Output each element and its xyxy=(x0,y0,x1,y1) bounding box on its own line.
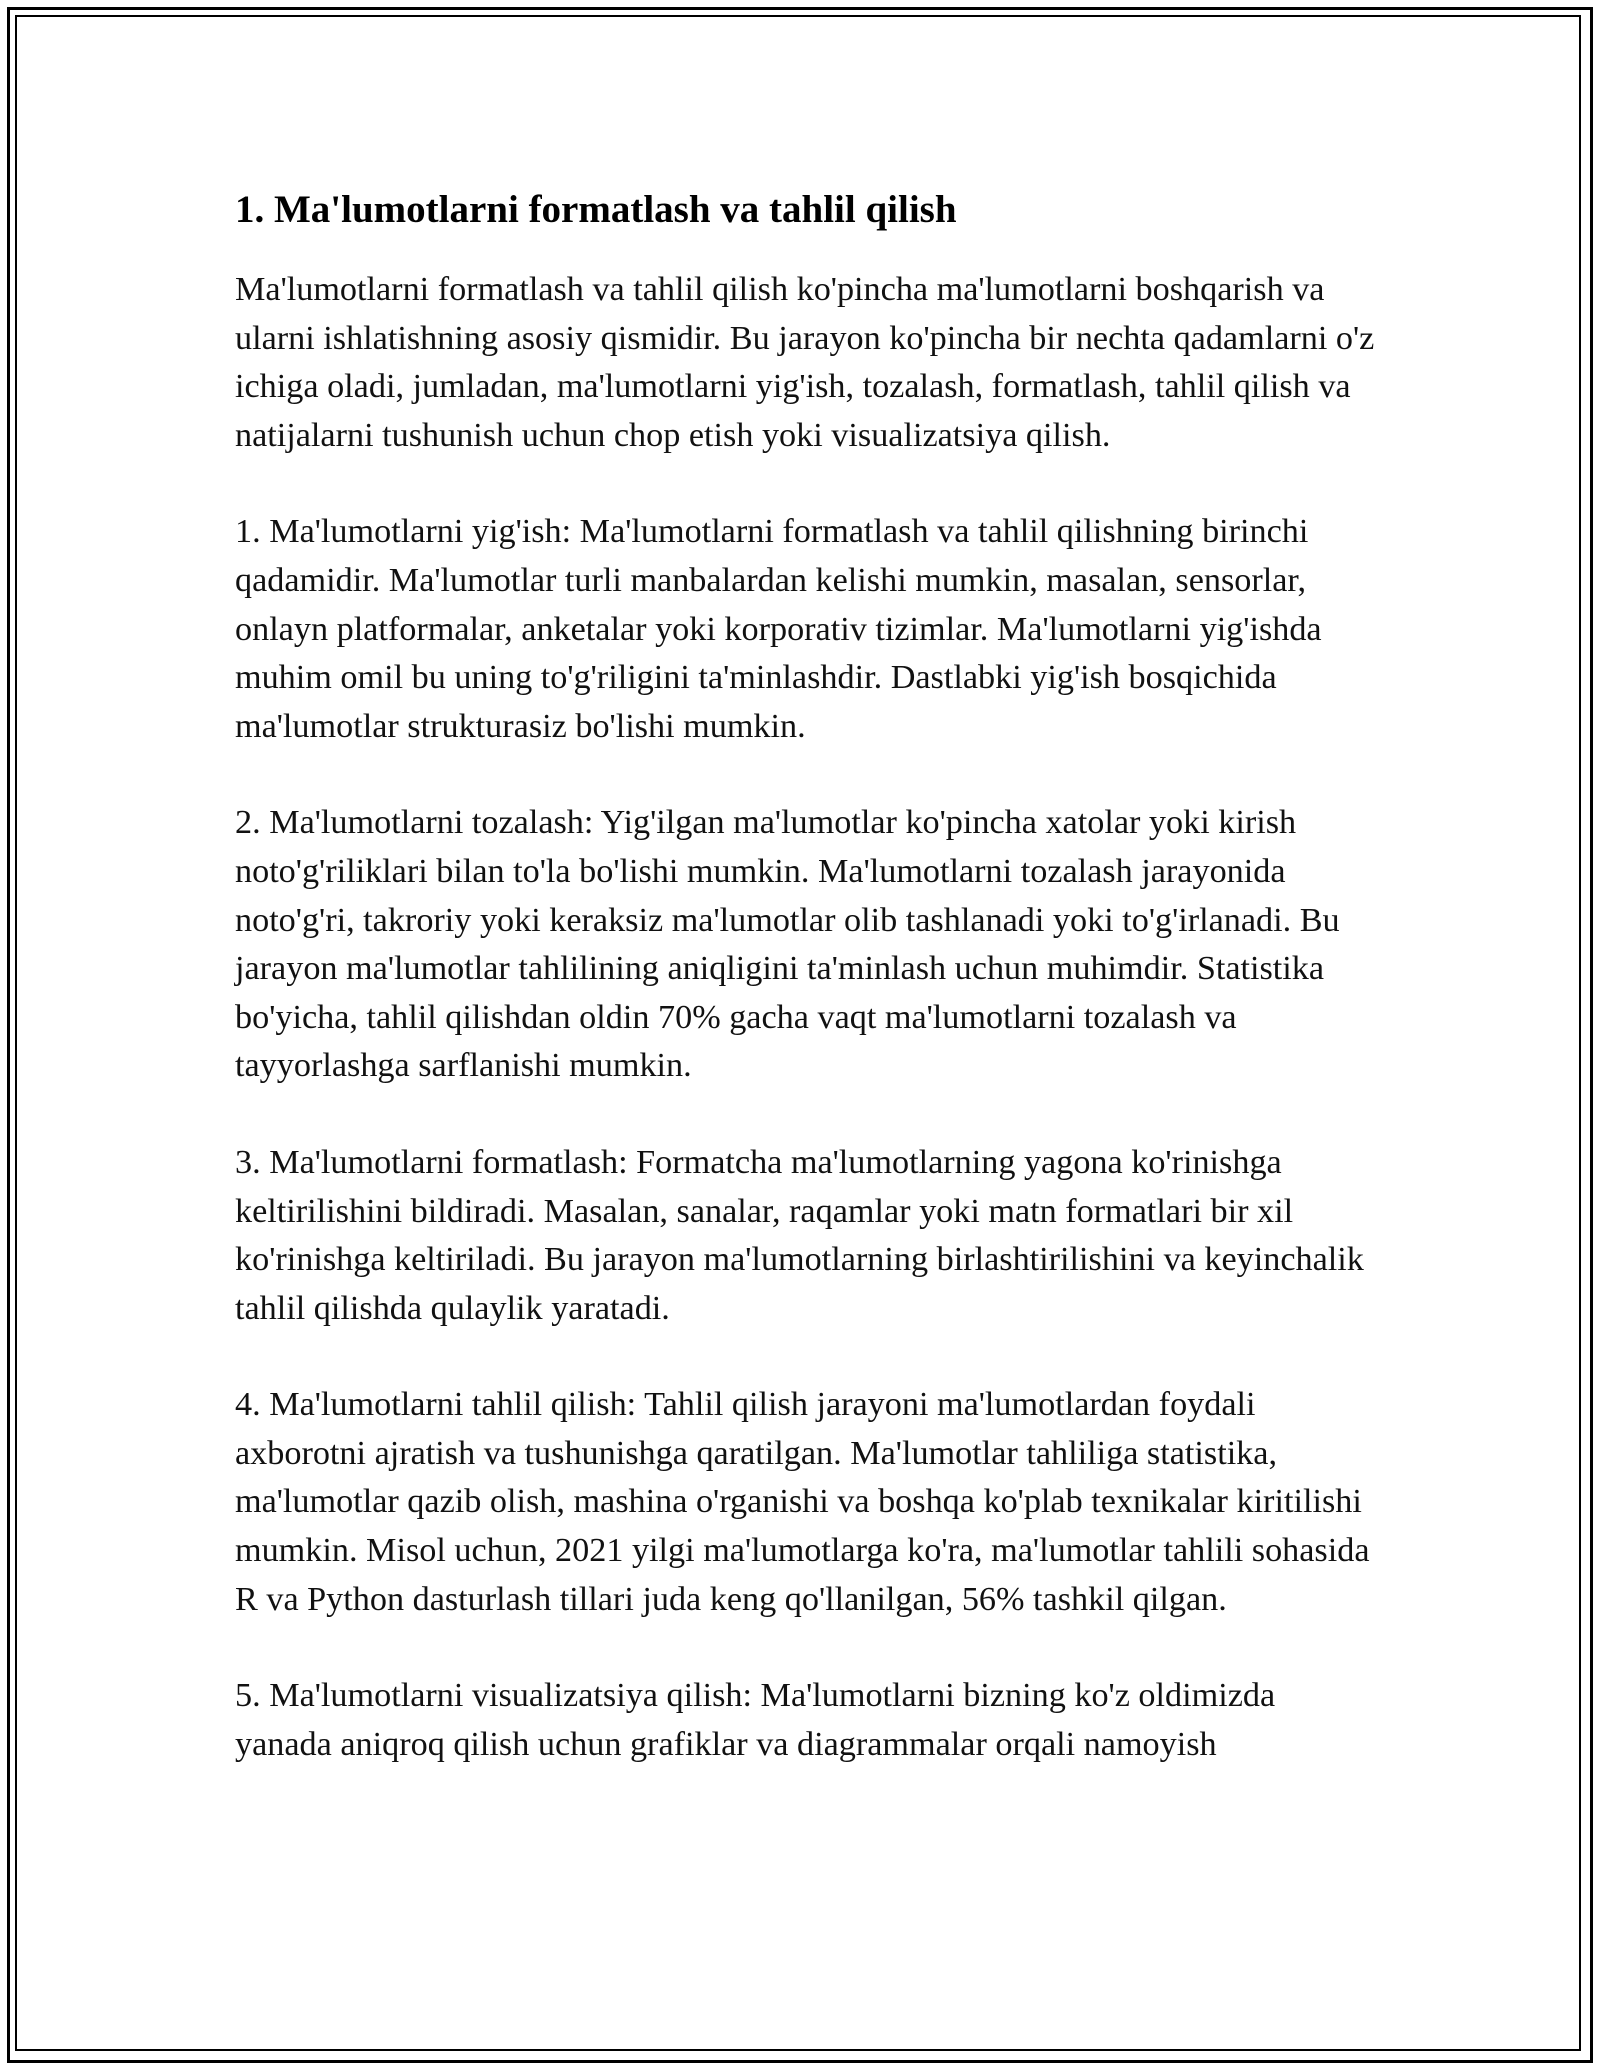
document-title: 1. Ma'lumotlarni formatlash va tahlil qilish xyxy=(235,188,957,231)
section-data-cleaning: 2. Ma'lumotlarni tozalash: Yig'ilgan ma'lumotlar ko'pincha xatolar yoki kirish noto'g'riliklari bilan to'la bo'lishi mumkin. Ma'lumotlarni tozalash jarayonida noto'g'ri, takroriy yoki keraksiz ma'lumotlar olib tashlanadi yoki to'g'irlanadi. Bu jarayon ma'lumotlar tahlilining aniqligini ta'minlash uchun muhimdir. Statistika bo'yicha, tahlil qilishdan oldin 70% gacha vaqt ma'lumotlarni tozalash va tayyorlashga sarflanishi mumkin. xyxy=(235,804,1340,1085)
section-data-visualization: 5. Ma'lumotlarni visualizatsiya qilish: Ma'lumotlarni bizning ko'z oldimizda yanada aniqroq qilish uchun grafiklar va diagrammalar orqali namoyish xyxy=(235,1677,1276,1763)
intro-paragraph: Ma'lumotlarni formatlash va tahlil qilish ko'pincha ma'lumotlarni boshqarish va ularni ishlatishning asosiy qismidir. Bu jarayon ko'pincha bir nechta qadamlarni o'z ichiga oladi, jumladan, ma'lumotlarni yig'ish, tozalash, formatlash, tahlil qilish va natijalarni tushunish uchun chop etish yoki visualizatsiya qilish. xyxy=(235,271,1375,454)
section-data-analysis: 4. Ma'lumotlarni tahlil qilish: Tahlil qilish jarayoni ma'lumotlardan foydali axborotni ajratish va tushunishga qaratilgan. Ma'lumotlar tahliliga statistika, ma'lumotlar qazib olish, mashina o'rganishi va boshqa ko'plab texnikalar kiritilishi mumkin. Misol uchun, 2021 yilgi ma'lumotlarga ko'ra, ma'lumotlar tahlili sohasida R va Python dasturlash tillari juda keng qo'llanilgan, 56% tashkil qilgan. xyxy=(235,1386,1370,1618)
document-body xyxy=(235,183,1375,1817)
section-data-collection: 1. Ma'lumotlarni yig'ish: Ma'lumotlarni formatlash va tahlil qilishning birinchi qadamidir. Ma'lumotlar turli manbalardan kelishi mumkin, masalan, sensorlar, onlayn platformalar, anketalar yoki korporativ tizimlar. Ma'lumotlarni yig'ishda muhim omil bu uning to'g'riligini ta'minlashdir. Dastlabki yig'ish bosqichida ma'lumotlar strukturasiz bo'lishi mumkin. xyxy=(235,513,1322,745)
section-data-formatting: 3. Ma'lumotlarni formatlash: Formatcha ma'lumotlarning yagona ko'rinishga keltirilishini bildiradi. Masalan, sanalar, raqamlar yoki matn formatlari bir xil ko'rinishga keltiriladi. Bu jarayon ma'lumotlarning birlashtirilishini va keyinchalik tahlil qilishda qulaylik yaratadi. xyxy=(235,1143,1364,1327)
